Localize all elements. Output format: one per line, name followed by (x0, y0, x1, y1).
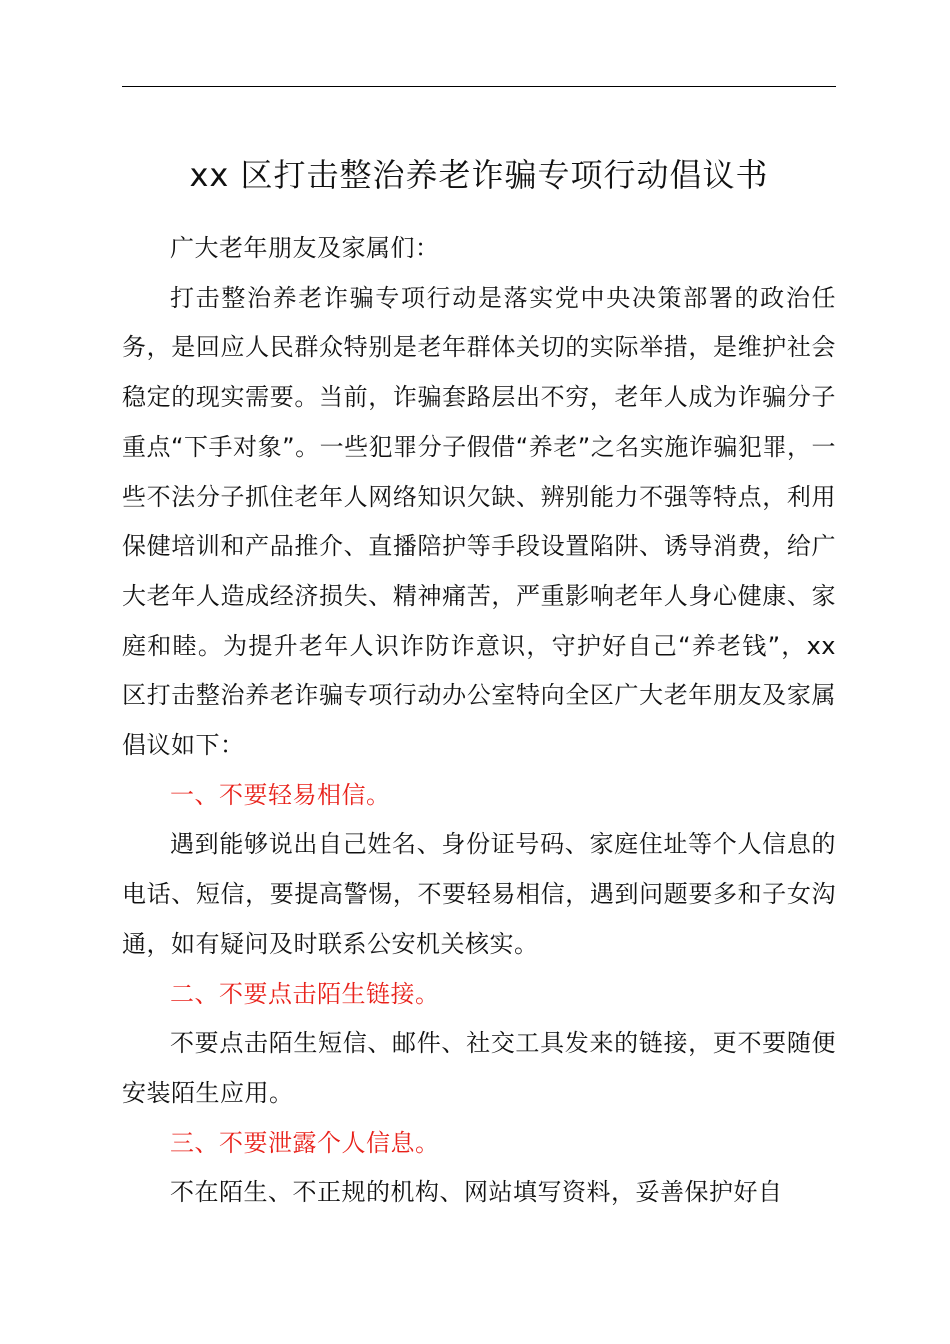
salutation: 广大老年朋友及家属们： (170, 234, 440, 262)
document-body (122, 224, 836, 1218)
section-heading-3: 三、不要泄露个人信息。 (170, 1128, 440, 1157)
header-rule (122, 86, 836, 87)
section-text-1: 遇到能够说出自己姓名、身份证号码、家庭住址等个人信息的电话、短信，要提高警惕，不要轻易相信，遇到问题要多和子女沟通，如有疑问及时联系公安机关核实。 (122, 830, 836, 958)
section-heading-1: 一、不要轻易相信。 (170, 780, 391, 809)
section-text-3: 不在陌生、不正规的机构、网站填写资料，妥善保护好自 (170, 1178, 783, 1207)
document-title: xx 区打击整治养老诈骗专项行动倡议书 (189, 156, 769, 194)
section-heading-2: 二、不要点击陌生链接。 (170, 979, 440, 1008)
intro-paragraph: 打击整治养老诈骗专项行动是落实党中央决策部署的政治任务，是回应人民群众特别是老年群体关切的实际举措，是维护社会稳定的现实需要。当前，诈骗套路层出不穷，老年人成为诈骗分子重点“下手对象”。一些犯罪分子假借“养老”之名实施诈骗犯罪，一些不法分子抓住老年人网络知识欠缺、辨别能力不强等特点，利用保健培训和产品推介、直播陪护等手段设置陷阱、诱导消费，给广大老年人造成经济损失、精神痛苦，严重影响老年人身心健康、家庭和睦。为提升老年人识诈防诈意识，守护好自己“养老钱”，xx 区打击整治养老诈骗专项行动办公室特向全区广大老年朋友及家属倡议如下： (122, 283, 836, 760)
section-text-2: 不要点击陌生短信、邮件、社交工具发来的链接，更不要随便安装陌生应用。 (122, 1029, 836, 1107)
